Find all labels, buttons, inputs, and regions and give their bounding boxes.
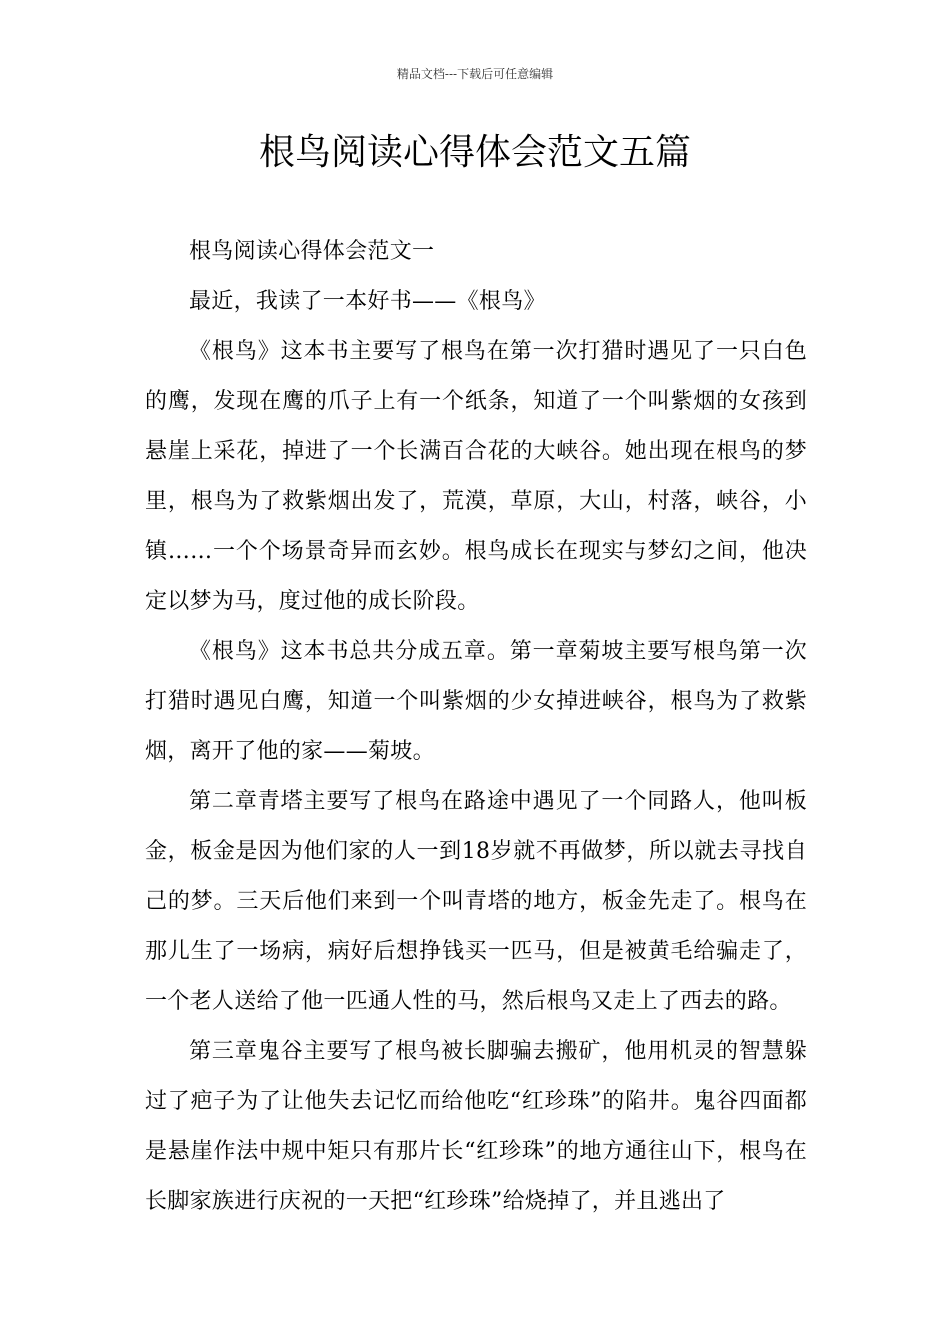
paragraph: 《根鸟》这本书主要写了根鸟在第一次打猎时遇见了一只白色的鹰，发现在鹰的爪子上有一个纸条，知道了一个叫紫烟的女孩到悬崖上采花，掉进了一个长满百合花的大峡谷。她出现在根鸟的梦里，根鸟为了救紫烟出发了，荒漠，草原，大山，村落，峡谷，小镇……一个个场景奇异而玄妙。根鸟成长在现实与梦幻之间，他决定以梦为马，度过他的成长阶段。 xyxy=(145,339,807,614)
paragraph: 第三章鬼谷主要写了根鸟被长脚骗去搬矿，他用机灵的智慧躲过了疤子为了让他失去记忆而给他吃“红珍珠”的陷井。鬼谷四面都是悬崖作法中规中矩只有那片长“红珍珠”的地方通往山下，根鸟在长脚家族进行庆祝的一天把“红珍珠”给烧掉了，并且逃出了 xyxy=(145,1039,807,1214)
header-note: 精品文档---下载后可任意编辑 xyxy=(396,67,554,81)
paragraph: 《根鸟》这本书总共分成五章。第一章菊坡主要写根鸟第一次打猎时遇见白鹰，知道一个叫紫烟的少女掉进峡谷，根鸟为了救紫烟，离开了他的家——菊坡。 xyxy=(145,639,807,764)
document-body xyxy=(145,227,807,1227)
paragraph: 根鸟阅读心得体会范文一 xyxy=(189,239,435,264)
document-title: 根鸟阅读心得体会范文五篇 xyxy=(258,132,691,173)
paragraph: 第二章青塔主要写了根鸟在路途中遇见了一个同路人，他叫板金，板金是因为他们家的人一到18岁就不再做梦，所以就去寻找自己的梦。三天后他们来到一个叫青塔的地方，板金先走了。根鸟在那儿生了一场病，病好后想挣钱买一匹马，但是被黄毛给骗走了，一个老人送给了他一匹通人性的马，然后根鸟又走上了西去的路。 xyxy=(145,789,807,1014)
paragraph: 最近，我读了一本好书——《根鸟》 xyxy=(189,289,546,314)
